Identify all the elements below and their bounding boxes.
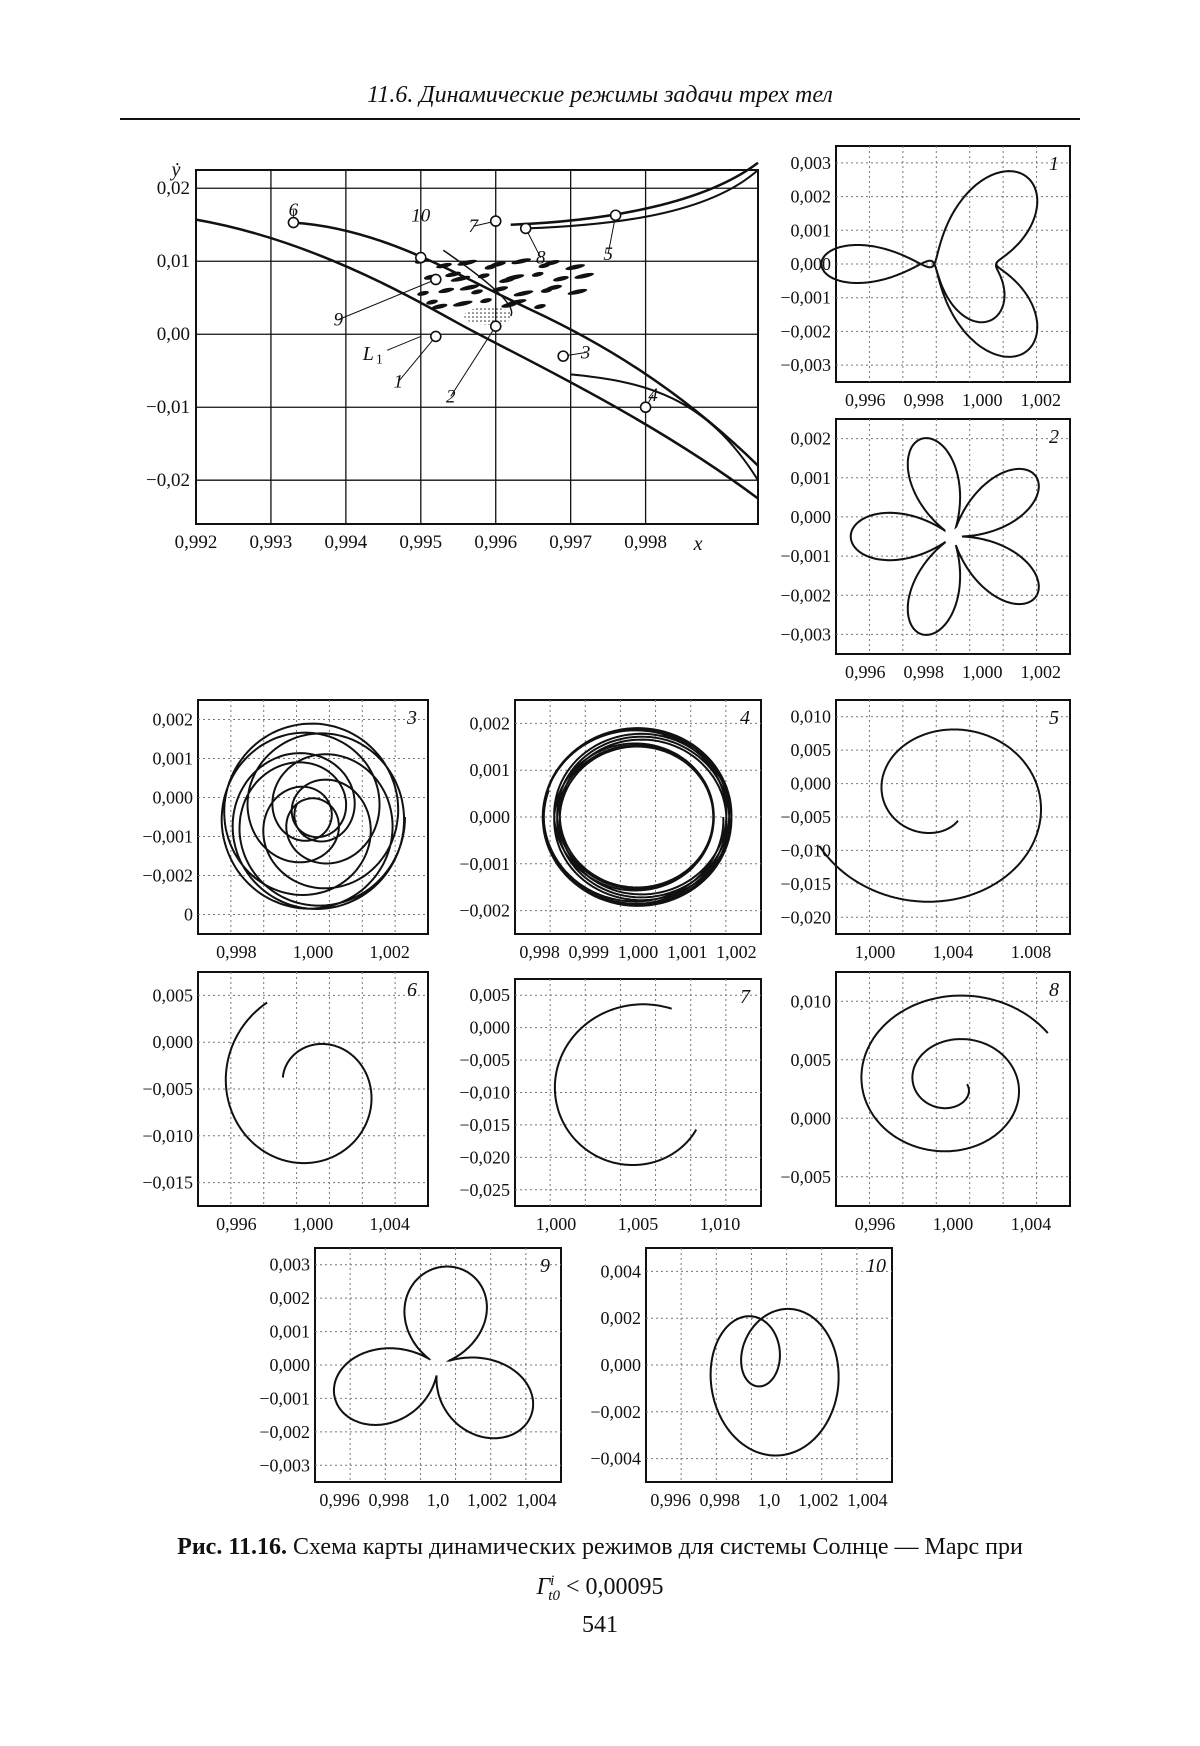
panel-number: 5 <box>1049 707 1059 729</box>
y-tick-label: 0,000 <box>469 1017 510 1038</box>
y-tick-label: 0,002 <box>152 709 193 730</box>
regime-point-3 <box>558 351 568 361</box>
y-tick-label: 0,010 <box>790 991 831 1012</box>
y-tick-label: 0,001 <box>152 748 193 769</box>
y-tick-label: 0,005 <box>152 985 193 1006</box>
l1-subscript: 1 <box>375 352 383 368</box>
x-tick-label: 0,998 <box>699 1490 741 1510</box>
x-tick-label: 1,000 <box>932 1214 974 1234</box>
regime-point-8 <box>521 223 531 233</box>
y-tick-label: 0,002 <box>790 428 831 449</box>
y-tick-label: −0,001 <box>780 546 831 567</box>
y-tick-label: 0,000 <box>790 1108 831 1129</box>
x-tick-label: 0,996 <box>319 1490 360 1510</box>
x-tick-label: 0,995 <box>399 532 443 553</box>
y-tick-label: 0,001 <box>469 760 510 781</box>
chaotic-speck <box>417 290 430 297</box>
point-label: 7 <box>468 216 479 238</box>
point-label: 3 <box>580 342 591 364</box>
x-tick-label: 1,002 <box>466 1490 508 1510</box>
x-tick-label: 0,999 <box>568 942 610 962</box>
regime-point-1 <box>431 331 441 341</box>
y-tick-label: 0,005 <box>790 1049 831 1070</box>
y-tick-label: 0,000 <box>600 1355 641 1375</box>
y-tick-label: 0,000 <box>469 807 510 827</box>
x-tick-label: 1,000 <box>962 390 1003 410</box>
page-number: 541 <box>582 1612 618 1638</box>
x-tick-label: 1,0 <box>426 1490 450 1510</box>
caption-text: Схема карты динамических режимов для системы Солнце — Марс при <box>293 1534 1023 1560</box>
x-tick-label: 1,004 <box>847 1490 888 1510</box>
y-tick-label: −0,015 <box>142 1172 193 1193</box>
chaotic-speck <box>513 289 533 297</box>
caption-formula-rest: < 0,00095 <box>559 1574 664 1600</box>
y-tick-label: 0,001 <box>790 467 831 488</box>
x-tick-label: 0,998 <box>624 532 667 553</box>
chaotic-speck <box>531 271 544 278</box>
y-tick-label: −0,001 <box>780 287 831 308</box>
x-tick-label: 1,004 <box>1010 1214 1052 1234</box>
panel-number: 2 <box>1049 426 1059 448</box>
regime-point-2 <box>491 321 501 331</box>
x-tick-label: 1,002 <box>1020 390 1061 410</box>
y-tick-label: −0,001 <box>459 853 510 874</box>
x-tick-label: 0,996 <box>854 1214 896 1234</box>
y-tick-label: 0,000 <box>790 773 831 794</box>
y-tick-label: 0,005 <box>469 985 510 1006</box>
x-tick-label: 0,994 <box>324 532 368 553</box>
chaotic-speck <box>511 257 531 265</box>
orbit-trajectory <box>711 1309 839 1456</box>
y-tick-label: 0,000 <box>152 1032 193 1053</box>
y-tick-label: −0,004 <box>590 1448 641 1469</box>
y-tick-label: −0,002 <box>142 865 193 886</box>
panel-10 <box>590 1248 892 1510</box>
y-tick-label: 0 <box>184 904 193 925</box>
y-tick-label: 0,000 <box>790 254 831 274</box>
chaotic-speck <box>457 258 477 266</box>
x-tick-label: 1,000 <box>617 942 659 962</box>
y-tick-label: 0,001 <box>269 1321 310 1342</box>
y-tick-label: −0,010 <box>459 1082 510 1103</box>
y-tick-label: 0,002 <box>469 713 510 734</box>
y-tick-label: 0,01 <box>156 251 190 273</box>
chaotic-speck <box>477 272 490 279</box>
regime-point-10 <box>416 253 426 263</box>
orbit-trajectory <box>226 1003 372 1164</box>
y-tick-label: −0,003 <box>780 355 831 376</box>
y-tick-label: −0,003 <box>780 624 831 645</box>
panel-number: 3 <box>407 707 417 729</box>
chaotic-speck <box>504 273 524 281</box>
x-tick-label: 0,998 <box>519 942 560 962</box>
chaotic-region <box>464 307 512 325</box>
point-label: 1 <box>393 371 404 393</box>
panel-number: 1 <box>1049 153 1059 175</box>
x-tick-label: 1.008 <box>1010 942 1052 962</box>
x-tick-label: 1,002 <box>1020 662 1061 682</box>
x-tick-label: 1,005 <box>617 1214 659 1234</box>
x-tick-label: 1,000 <box>962 662 1003 682</box>
y-tick-label: −0,020 <box>459 1147 510 1168</box>
x-tick-label: 0,998 <box>903 390 944 410</box>
y-tick-label: −0,005 <box>142 1079 193 1099</box>
y-tick-label: 0,004 <box>600 1261 641 1282</box>
point-label: 4 <box>648 384 658 406</box>
panel-number: 8 <box>1049 979 1059 1001</box>
panel-8 <box>780 972 1070 1234</box>
point-label: 5 <box>603 243 613 265</box>
point-label: 2 <box>446 386 456 408</box>
y-tick-label: −0,020 <box>780 907 831 928</box>
x-tick-label: 1,0 <box>757 1490 781 1510</box>
x-tick-label: 1,000 <box>854 942 896 962</box>
panel-4 <box>459 700 761 962</box>
y-tick-label: −0,010 <box>142 1125 193 1146</box>
dynamic-regimes-map <box>146 159 758 555</box>
x-tick-label: 0,992 <box>174 532 218 553</box>
y-tick-label: 0,000 <box>269 1355 310 1375</box>
x-tick-label: 0,996 <box>845 662 886 682</box>
regime-point-7 <box>491 216 501 226</box>
orbit-trajectory <box>819 730 1041 902</box>
y-tick-label: −0,025 <box>459 1179 510 1200</box>
panel-number: 10 <box>866 1255 886 1277</box>
chaotic-speck <box>453 299 473 307</box>
boundary-curve <box>526 170 758 228</box>
x-tick-label: 0,996 <box>216 1214 257 1234</box>
x-tick-label: 0,996 <box>650 1490 691 1510</box>
panel-number: 6 <box>407 979 417 1001</box>
point-label: 6 <box>288 200 299 222</box>
y-tick-label: −0,002 <box>459 900 510 921</box>
chaotic-speck <box>553 275 570 283</box>
panel-frame <box>836 972 1070 1206</box>
y-tick-label: 0,000 <box>790 506 831 527</box>
x-tick-label: 1,000 <box>292 942 334 962</box>
y-tick-label: −0,002 <box>780 585 831 606</box>
orbit-trajectory <box>861 996 1047 1152</box>
figure-caption <box>120 1530 1080 1613</box>
chaotic-speck <box>438 287 455 295</box>
panel-number: 7 <box>740 986 750 1008</box>
y-tick-label: 0,005 <box>790 740 831 761</box>
y-tick-label: −0,005 <box>780 807 831 827</box>
running-header: 11.6. Динамические режимы задачи трех тел <box>367 82 833 108</box>
panel-1 <box>780 146 1070 410</box>
regime-point-9 <box>431 274 441 284</box>
y-tick-label: 0,002 <box>790 186 831 207</box>
x-tick-label: 1,004 <box>369 1214 410 1234</box>
y-tick-label: 0,001 <box>790 220 831 241</box>
y-tick-label: 0,02 <box>156 178 190 200</box>
panel-5 <box>780 700 1070 962</box>
point-label: 8 <box>535 247 546 269</box>
y-tick-label: 0,003 <box>790 152 831 173</box>
x-tick-label: 1,010 <box>699 1214 741 1234</box>
orbit-trajectory <box>222 724 405 909</box>
chaotic-speck <box>471 288 484 295</box>
chaotic-speck <box>480 297 493 304</box>
x-axis-label: x <box>693 533 703 555</box>
x-tick-label: 0,996 <box>474 532 518 553</box>
chaotic-speck <box>574 272 594 280</box>
point-label: 9 <box>333 309 344 331</box>
x-tick-label: 0,998 <box>368 1490 410 1510</box>
point-leader-line <box>451 326 496 396</box>
panel-9 <box>259 1248 561 1510</box>
y-tick-label: −0,01 <box>146 397 190 419</box>
panel-number: 9 <box>540 1255 550 1277</box>
regime-point-5 <box>611 210 621 220</box>
y-tick-label: −0,001 <box>142 826 193 847</box>
orbit-trajectory <box>821 171 1037 357</box>
y-axis-label: ẏ <box>171 159 181 181</box>
x-tick-label: 1,004 <box>932 942 974 962</box>
x-tick-label: 0,998 <box>216 942 257 962</box>
x-tick-label: 1,001 <box>666 942 708 962</box>
panel-2 <box>780 419 1070 682</box>
point-label: 10 <box>411 205 431 227</box>
panel-6 <box>142 972 428 1234</box>
orbit-trajectory <box>851 438 1039 635</box>
x-tick-label: 0,996 <box>845 390 886 410</box>
chaotic-speck <box>534 303 547 310</box>
panel-3 <box>142 700 428 962</box>
x-tick-label: 0,997 <box>549 532 593 553</box>
y-tick-label: −0,002 <box>590 1401 641 1422</box>
x-tick-label: 0,993 <box>249 532 293 553</box>
orbit-trajectory <box>555 1004 696 1165</box>
y-tick-label: −0,015 <box>780 873 831 894</box>
x-tick-label: 0,998 <box>903 662 944 682</box>
y-tick-label: 0,00 <box>156 324 190 346</box>
y-tick-label: −0,002 <box>259 1421 310 1442</box>
x-tick-label: 1,002 <box>716 942 757 962</box>
y-tick-label: −0,010 <box>780 840 831 861</box>
y-tick-label: 0,002 <box>600 1308 641 1329</box>
y-tick-label: −0,002 <box>780 321 831 342</box>
l1-label: L <box>362 342 374 365</box>
y-tick-label: −0,005 <box>780 1166 831 1187</box>
caption-label: Рис. 11.16. <box>177 1534 287 1560</box>
y-tick-label: 0,010 <box>790 706 831 727</box>
chaotic-speck <box>565 263 585 271</box>
y-tick-label: −0,02 <box>146 470 190 492</box>
orbit-trajectory <box>334 1267 533 1439</box>
y-tick-label: −0,003 <box>259 1455 310 1476</box>
y-tick-label: 0,003 <box>269 1254 310 1275</box>
y-tick-label: −0,015 <box>459 1114 510 1135</box>
x-tick-label: 1,002 <box>369 942 410 962</box>
point-leader-line <box>387 336 421 350</box>
x-tick-label: 1,000 <box>535 1214 577 1234</box>
x-tick-label: 1,000 <box>292 1214 334 1234</box>
y-tick-label: 0,000 <box>152 787 193 808</box>
caption-formula: $\Gamma^i_{t0}$ <box>536 1573 560 1604</box>
panel-frame <box>836 419 1070 654</box>
x-tick-label: 1,004 <box>516 1490 557 1510</box>
x-tick-label: 1,002 <box>797 1490 839 1510</box>
panel-number: 4 <box>740 707 750 729</box>
boundary-curve <box>571 374 758 480</box>
y-tick-label: 0,002 <box>269 1288 310 1309</box>
chaotic-speck <box>426 299 439 306</box>
y-tick-label: −0,001 <box>259 1388 310 1409</box>
panel-7 <box>459 979 761 1234</box>
y-tick-label: −0,005 <box>459 1050 510 1071</box>
